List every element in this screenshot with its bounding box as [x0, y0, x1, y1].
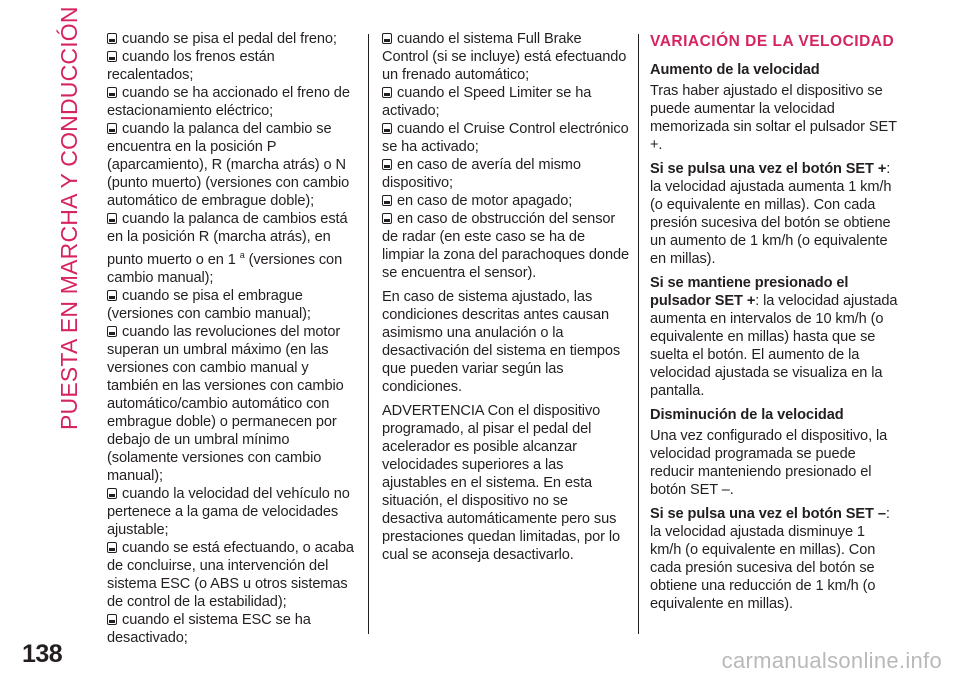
bullet-icon	[382, 87, 392, 98]
list-item: cuando la velocidad del vehículo no pertenece a la gama de velocidades ajustable;	[107, 485, 350, 538]
list-item: cuando la palanca de cambios está en la posición R (marcha atrás), en punto muerto o en 1 $^a$ (versiones con cambio manual);	[107, 211, 348, 286]
bullet-icon	[107, 123, 117, 134]
list-item: cuando las revoluciones del motor superan un umbral máximo (en las versiones con cambio manual y también en las versiones con cambio automático/cambio automático con embrague doble) o permanecen por debajo de un umbral mínimo (solamente versiones con cambio manual);	[107, 323, 344, 484]
list-item: en caso de motor apagado;	[382, 192, 630, 210]
paragraph: Si se pulsa una vez el botón SET +: la velocidad ajustada aumenta 1 km/h (o equivalente en millas). Con cada presión sucesiva del botón se obtiene un aumento de 1 km/h (o equivalente en millas).	[650, 161, 892, 267]
column-3	[650, 30, 900, 619]
column-divider	[638, 34, 639, 634]
list-item: cuando la palanca del cambio se encuentra en la posición P (aparcamiento), R (marcha atrás) o N (punto muerto) (versiones con cambio automático de embrague doble);	[107, 121, 350, 209]
bullet-icon	[382, 213, 392, 224]
list-item: cuando el sistema Full Brake Control (si se incluye) está efectuando un frenado automático;	[382, 31, 627, 83]
paragraph: Si se mantiene presionado el pulsador SET +: la velocidad ajustada aumenta en intervalos de 10 km/h (o equivalente en millas) hasta que se suelta el botón. El aumento de la velocidad ajustada se visualiza en la pantalla.	[650, 275, 898, 399]
bullet-icon	[107, 488, 117, 499]
paragraph: En caso de sistema ajustado, las condiciones descritas antes causan asimismo una anulación o la desactivación del sistema en tiempos que pueden variar según las condiciones.	[382, 289, 621, 395]
bullet-icon	[382, 33, 392, 44]
bullet-icon	[107, 614, 117, 625]
subheading: Aumento de la velocidad	[650, 62, 820, 78]
subheading: Disminución de la velocidad	[650, 407, 844, 423]
bullet-icon	[107, 290, 117, 301]
bullet-icon	[107, 213, 117, 224]
bullet-icon	[382, 123, 392, 134]
list-item: cuando los frenos están recalentados;	[107, 49, 275, 83]
bullet-icon	[382, 159, 392, 170]
bullet-icon	[107, 51, 117, 62]
warning-paragraph: ADVERTENCIA Con el dispositivo programado, al pisar el pedal del acelerador es posible alcanzar velocidades superiores a las ajustables en el sistema. En esta situación, el dispositivo no se desactiva automáticamente pero sus prestaciones quedan limitadas, por lo cual se aconseja desactivarlo.	[382, 403, 621, 563]
list-item: cuando se ha accionado el freno de estacionamiento eléctrico;	[107, 85, 350, 119]
bullet-icon	[382, 195, 392, 206]
section-title: VARIACIÓN DE LA VELOCIDAD	[650, 33, 895, 50]
bullet-icon	[107, 326, 117, 337]
column-1	[107, 30, 357, 647]
list-item: cuando se pisa el embrague (versiones con cambio manual);	[107, 287, 311, 322]
bullet-icon	[107, 87, 117, 98]
list-item: cuando el Cruise Control electrónico se ha activado;	[382, 121, 629, 155]
watermark: carmanualsonline.info	[721, 648, 942, 673]
paragraph: Tras haber ajustado el dispositivo se puede aumentar la velocidad memorizada sin soltar el pulsador SET +.	[650, 83, 897, 153]
list-item: en caso de avería del mismo dispositivo;	[382, 157, 581, 191]
bullet-icon	[107, 33, 117, 44]
paragraph: Una vez configurado el dispositivo, la velocidad programada se puede reducir manteniendo presionado el botón SET –.	[650, 428, 888, 498]
column-2	[382, 30, 630, 570]
column-divider	[368, 34, 369, 634]
list-item: cuando se pisa el pedal del freno;	[107, 30, 357, 48]
list-item: cuando se está efectuando, o acaba de concluirse, una intervención del sistema ESC (o ABS u otros sistemas de control de la estabilidad);	[107, 539, 354, 610]
list-item: cuando el sistema ESC se ha desactivado;	[107, 611, 311, 646]
section-label: PUESTA EN MARCHA Y CONDUCCIÓN	[56, 6, 82, 430]
bullet-icon	[107, 542, 117, 553]
paragraph: Si se pulsa una vez el botón SET –: la velocidad ajustada disminuye 1 km/h (o equivalente en millas). Con cada presión sucesiva del botón se obtiene una reducción de 1 km/h (o equivalente en millas).	[650, 506, 890, 612]
list-item: cuando el Speed Limiter se ha activado;	[382, 85, 592, 119]
list-item: en caso de obstrucción del sensor de radar (en este caso se ha de limpiar la zona del parachoques donde se encuentra el sensor).	[382, 211, 629, 281]
page-number: 138	[22, 640, 63, 668]
